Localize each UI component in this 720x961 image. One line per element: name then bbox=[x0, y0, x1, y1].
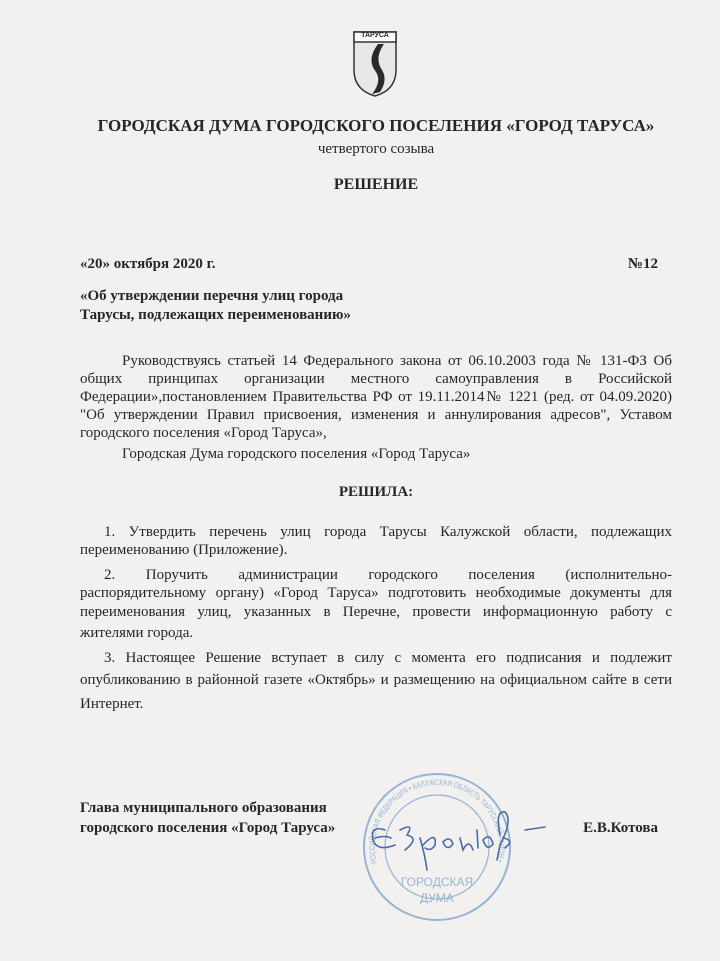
convocation: четвертого созыва bbox=[317, 141, 435, 157]
preamble-line: "Об утверждении Правил присвоения, изменения и аннулирования адресов", Уставом bbox=[80, 407, 672, 423]
item-line: распорядительному органу) «Город Таруса» подготовить необходимые документы для bbox=[80, 585, 672, 601]
stamp-text: ГОРОДСКАЯ bbox=[400, 875, 474, 889]
handwritten-signature bbox=[365, 800, 550, 880]
stamp-ring-text: РОССИЙСКАЯ ФЕДЕРАЦИЯ • КАЛУЖСКАЯ ОБЛАСТЬ ТАРУССКИЙ РАЙОН • bbox=[367, 777, 507, 865]
signatory-title: Глава муниципального образования bbox=[80, 800, 327, 816]
preamble-line: городского поселения «Город Таруса», bbox=[80, 425, 327, 441]
preamble-line: общих принципах организации местного самоуправления в Российской bbox=[80, 371, 672, 387]
preamble-line: Городская Дума городского поселения «Город Таруса» bbox=[122, 446, 471, 462]
coat-of-arms-emblem bbox=[352, 30, 398, 98]
organization-title: ГОРОДСКАЯ ДУМА ГОРОДСКОГО ПОСЕЛЕНИЯ «ГОРОД ТАРУСА» bbox=[97, 116, 655, 135]
item-line: Интернет. bbox=[80, 696, 144, 712]
document-date: «20» октября 2020 г. bbox=[80, 256, 216, 272]
preamble-line: Руководствуясь статьей 14 Федерального закона от 06.10.2003 года № 131-ФЗ Об bbox=[122, 353, 672, 369]
item-line: 3. Настоящее Решение вступает в силу с момента его подписания и подлежит bbox=[104, 650, 672, 666]
signatory-title: городского поселения «Город Таруса» bbox=[80, 820, 336, 836]
stamp-text: ДУМА bbox=[420, 891, 454, 905]
item-line: переименованию (Приложение). bbox=[80, 542, 288, 558]
item-line: жителями города. bbox=[80, 625, 194, 641]
item-line: 2. Поручить администрации городского поселения (исполнительно- bbox=[104, 567, 672, 583]
item-line: опубликованию в районной газете «Октябрь» и размещению на официальном сайте в сети bbox=[80, 672, 672, 688]
item-line: переименования улиц, указанных в Перечне, провести информационную работу с bbox=[80, 604, 672, 620]
item-line: 1. Утвердить перечень улиц города Тарусы Калужской области, подлежащих bbox=[104, 524, 672, 540]
decided-heading: РЕШИЛА: bbox=[338, 484, 414, 500]
document-type: РЕШЕНИЕ bbox=[333, 176, 419, 193]
subject-line: Тарусы, подлежащих переименованию» bbox=[80, 307, 351, 323]
preamble-line: Федерации»,постановлением Правительства РФ от 19.11.2014№ 1221 (ред. от 04.09.2020) bbox=[80, 389, 672, 405]
subject-line: «Об утверждении перечня улиц города bbox=[80, 288, 344, 304]
emblem-label: ТАРУСА bbox=[361, 32, 389, 39]
signatory-name: Е.В.Котова bbox=[583, 820, 658, 836]
document-number: №12 bbox=[627, 256, 658, 272]
